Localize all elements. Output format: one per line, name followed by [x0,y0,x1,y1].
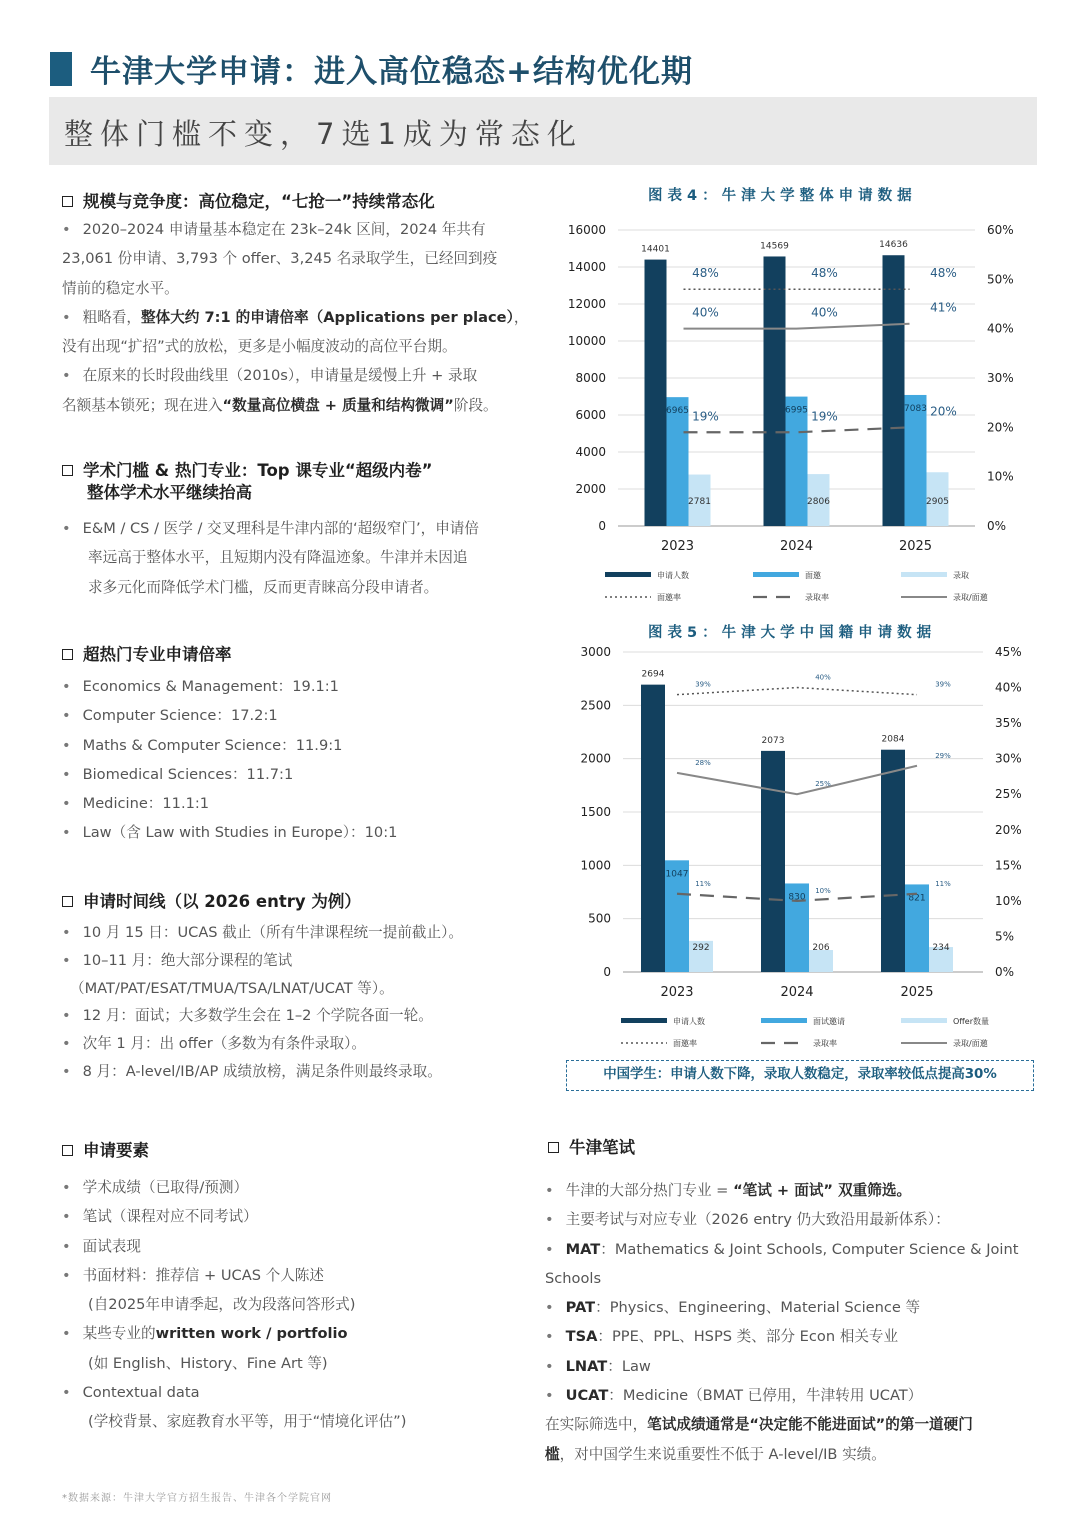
y2-tick-label: 20% [987,420,1014,435]
bar-data-label: 292 [692,943,710,953]
legend-label: 面邀率 [673,1039,697,1048]
y-tick-label: 3000 [580,645,611,659]
bar-data-label: 2694 [641,669,665,680]
y2-tick-label: 40% [987,321,1014,336]
text-line: 槛，对中国学生来说重要性不低于 A-level/IB 实绩。 [545,1445,886,1463]
bar-data-label: 7083 [904,403,927,414]
x-tick-label: 2023 [660,985,694,1000]
rate-data-label: 39% [935,680,951,689]
legend-label: 面邀率 [657,593,681,602]
china-callout: 中国学生：申请人数下降，录取人数稳定，录取率较低点提高30% [566,1060,1034,1091]
ratio-list [62,672,397,848]
y-tick-label: 2000 [575,482,606,496]
x-tick-label: 2025 [898,539,933,554]
list-item: • Computer Science：17.2:1 [62,701,397,730]
chart5 [555,640,1040,1055]
list-item: • 次年 1 月：出 offer（多数为有条件录取）。 [62,1030,463,1058]
y2-tick-label: 50% [987,272,1014,287]
list-item: • 某些专业的written work / portfolio [62,1319,406,1348]
list-item: • TSA：PPE、PPL、HSPS 类、部分 Econ 相关专业 [545,1322,1018,1351]
list-item: • Maths & Computer Science：11.9:1 [62,731,397,760]
rate-data-label: 25% [815,780,831,789]
section-heading-academic-line2: 整体学术水平继续抬高 [87,483,252,502]
bar-data-label: 234 [932,943,950,953]
legend-label: 申请人数 [657,571,689,580]
chart5-title: 图表5：牛津大学中国籍申请数据 [648,625,937,641]
list-item: • 笔试（课程对应不同考试） [62,1202,406,1231]
bar-面邀 [667,397,689,526]
y2-tick-label: 60% [987,223,1014,237]
y-tick-label: 1500 [580,805,611,819]
bar-申请人数 [645,260,667,526]
list-item: • 10–11 月：绝大部分课程的笔试 [62,947,463,975]
list-item: • 在原来的长时段曲线里（2010s），申请量是缓慢上升 + 录取 [62,361,528,390]
bar-面邀 [905,395,927,526]
text-line: 求多元化而降低学术门槛，反而更青睐高分段申请者。 [88,578,439,596]
y-tick-label: 6000 [575,408,606,422]
list-item: • 8 月：A-level/IB/AP 成绩放榜，满足条件则最终录取。 [62,1058,463,1086]
bar-面邀 [786,397,808,526]
rate-data-label: 48% [692,266,719,281]
y-tick-label: 2000 [580,751,611,766]
list-item: • 粗略看，整体大约 7:1 的申请倍率（Applications per place）， [62,303,528,332]
tests-list [545,1176,1018,1469]
list-item: • Contextual data [62,1378,406,1407]
y2-tick-label: 45% [995,645,1022,659]
bar-申请人数 [883,255,905,526]
bar-data-label: 830 [788,892,806,903]
x-tick-label: 2025 [900,985,934,1000]
legend-label: 录取率 [813,1039,837,1048]
y-tick-label: 0 [603,965,611,979]
section-heading-elements: 申请要素 [62,1137,149,1161]
rate-data-label: 19% [811,409,838,424]
section-body-scale [62,215,528,420]
legend-label: 录取率 [805,593,829,602]
list-item: • 主要考试与对应专业（2026 entry 仍大致沿用最新体系）： [545,1205,1018,1234]
checkbox-icon [62,465,73,476]
list-item: • 10 月 15 日：UCAS 截止（所有牛津课程统一提前截止）。 [62,919,463,947]
legend-swatch [901,1018,947,1023]
y2-tick-label: 30% [987,371,1014,385]
y-tick-label: 1000 [580,858,611,873]
bar-data-label: 2905 [926,497,949,507]
chart4-title: 图表4：牛津大学整体申请数据 [648,188,917,204]
text-line: (学校背景、家庭教育水平等，用于“情境化评估”) [88,1413,407,1431]
checkbox-icon [62,196,73,207]
legend-label: 录取/面邀 [953,1039,988,1048]
y2-tick-label: 20% [995,822,1022,837]
list-item: • MAT：Mathematics & Joint Schools, Computer Science & Joint [545,1235,1018,1264]
page-title: 牛津大学申请：进入高位稳态+结构优化期 [90,54,693,90]
text-line: 率远高于整体水平，且短期内没有降温迹象。牛津并未因追 [88,549,468,567]
legend-label: 录取 [953,571,969,580]
y2-tick-label: 15% [995,858,1022,873]
bar-data-label: 206 [812,943,830,953]
rate-data-label: 48% [811,266,838,281]
bar-data-label: 6995 [785,405,808,416]
legend-swatch [605,572,651,577]
rate-data-label: 19% [692,409,719,424]
rate-data-label: 48% [930,266,957,281]
bar-data-label: 6965 [666,406,689,417]
checkbox-icon [62,649,73,660]
page-subtitle: 整体门槛不变，7选1成为常态化 [64,117,583,151]
x-tick-label: 2024 [779,539,814,554]
bar-data-label: 1047 [665,869,689,880]
y2-tick-label: 10% [987,469,1014,484]
bar-data-label: 14636 [879,240,908,251]
checkbox-icon [548,1142,559,1153]
y2-tick-label: 10% [995,893,1022,908]
y2-tick-label: 5% [995,929,1015,944]
rate-data-label: 41% [930,300,957,315]
bar-data-label: 2084 [881,734,905,745]
list-item: • PAT：Physics、Engineering、Material Science 等 [545,1293,1018,1322]
text-line: 在实际筛选中，笔试成绩通常是“决定能不能进面试”的第一道硬门 [545,1416,973,1434]
legend-swatch [621,1018,667,1023]
section-heading-tests: 牛津笔试 [548,1134,635,1158]
chart4 [555,210,1040,610]
source-note: *数据来源：牛津大学官方招生报告、牛津各个学院官网 [62,1493,332,1504]
x-tick-label: 2023 [660,539,695,554]
section-heading-scale: 规模与竞争度：高位稳定，“七抢一”持续常态化 [62,188,435,212]
list-item: • LNAT：Law [545,1352,1018,1381]
list-item: • E&M / CS / 医学 / 交叉理科是牛津内部的‘超级窄门’，申请倍 [62,514,479,543]
list-item: • 书面材料：推荐信 + UCAS 个人陈述 [62,1261,406,1290]
timeline-list [62,919,463,1086]
y2-tick-label: 25% [995,787,1022,802]
bar-data-label: 14401 [641,244,670,255]
list-item: • 牛津的大部分热门专业 = “笔试 + 面试” 双重筛选。 [545,1176,1018,1205]
bar-申请人数 [764,256,786,526]
list-item: • 2020–2024 申请量基本稳定在 23k–24k 区间，2024 年共有 [62,215,528,244]
legend-swatch [761,1018,807,1023]
list-item: • Medicine：11.1:1 [62,789,397,818]
section-heading-timeline: 申请时间线（以 2026 entry 为例） [62,888,361,912]
text-line: 名额基本锁死；现在进入“数量高位横盘 + 质量和结构微调”阶段。 [62,396,498,414]
y2-tick-label: 30% [995,751,1022,766]
y-tick-label: 4000 [575,445,606,459]
bar-申请人数 [641,685,665,972]
rate-data-label: 29% [935,751,951,760]
rate-data-label: 10% [815,886,831,895]
checkbox-icon [62,896,73,907]
list-item: • 面试表现 [62,1232,406,1261]
rate-data-label: 28% [695,758,711,767]
section-heading-ratios: 超热门专业申请倍率 [62,641,232,665]
text-line: Schools [545,1269,602,1287]
legend-label: 面试邀请 [813,1017,845,1026]
bar-data-label: 2781 [688,497,711,507]
legend-label: 申请人数 [673,1017,705,1026]
x-tick-label: 2024 [780,985,814,1000]
y-tick-label: 10000 [567,334,606,348]
y2-tick-label: 0% [987,519,1007,533]
y-tick-label: 14000 [567,260,606,274]
legend-label: Offer数量 [953,1017,990,1026]
y-tick-label: 0 [598,519,606,533]
list-item: • 学术成绩（已取得/预测） [62,1173,406,1202]
y2-tick-label: 40% [995,680,1022,695]
rate-data-label: 11% [935,879,951,888]
rate-data-label: 40% [692,305,719,320]
text-line: 情前的稳定水平。 [62,279,179,297]
bar-data-label: 14569 [760,241,789,252]
elements-list [62,1173,406,1437]
text-line: （MAT/PAT/ESAT/TMUA/TSA/LNAT/UCAT 等）。 [70,979,394,997]
bar-申请人数 [881,750,905,972]
rate-data-label: 40% [811,305,838,320]
text-line: (如 English、History、Fine Art 等) [88,1354,328,1372]
bar-data-label: 2806 [807,497,830,507]
bar-申请人数 [761,751,785,972]
legend-label: 面邀 [805,571,821,580]
list-item: • UCAT：Medicine（BMAT 已停用，牛津转用 UCAT） [545,1381,1018,1410]
text-line: 23,061 份申请、3,793 个 offer、3,245 名录取学生，已经回到疫 [62,250,498,268]
y2-tick-label: 35% [995,716,1022,731]
legend-swatch [753,572,799,577]
y-tick-label: 2500 [580,698,611,713]
rate-data-label: 40% [815,673,831,682]
title-accent-bar [50,52,72,86]
checkbox-icon [62,1145,73,1156]
list-item: • 12 月：面试；大多数学生会在 1–2 个学院各面一轮。 [62,1002,463,1030]
bar-Offer数量 [809,950,833,972]
text-line: 没有出现“扩招”式的放松，更多是小幅度波动的高位平台期。 [62,338,457,356]
y-tick-label: 8000 [575,371,606,385]
y2-tick-label: 0% [995,965,1015,979]
bar-data-label: 2073 [761,735,785,746]
list-item: • Biomedical Sciences：11.7:1 [62,760,397,789]
bar-data-label: 821 [908,893,926,904]
y-tick-label: 500 [588,911,611,926]
section-heading-academic: 学术门槛 & 热门专业：Top 课专业“超级内卷” [62,457,433,481]
legend-label: 录取/面邀 [953,593,988,602]
list-item: • Law（含 Law with Studies in Europe）：10:1 [62,818,397,847]
legend-swatch [901,572,947,577]
rate-data-label: 39% [695,680,711,689]
text-line: (自2025年申请季起，改为段落问答形式) [88,1296,356,1314]
rate-line-面邀率 [677,688,917,695]
rate-data-label: 11% [695,879,711,888]
y-tick-label: 12000 [567,297,606,311]
rate-data-label: 20% [930,404,957,419]
section-body-academic [62,514,479,602]
list-item: • Economics & Management：19.1:1 [62,672,397,701]
rate-line-录取/面邀 [684,324,910,329]
y-tick-label: 16000 [567,223,606,237]
